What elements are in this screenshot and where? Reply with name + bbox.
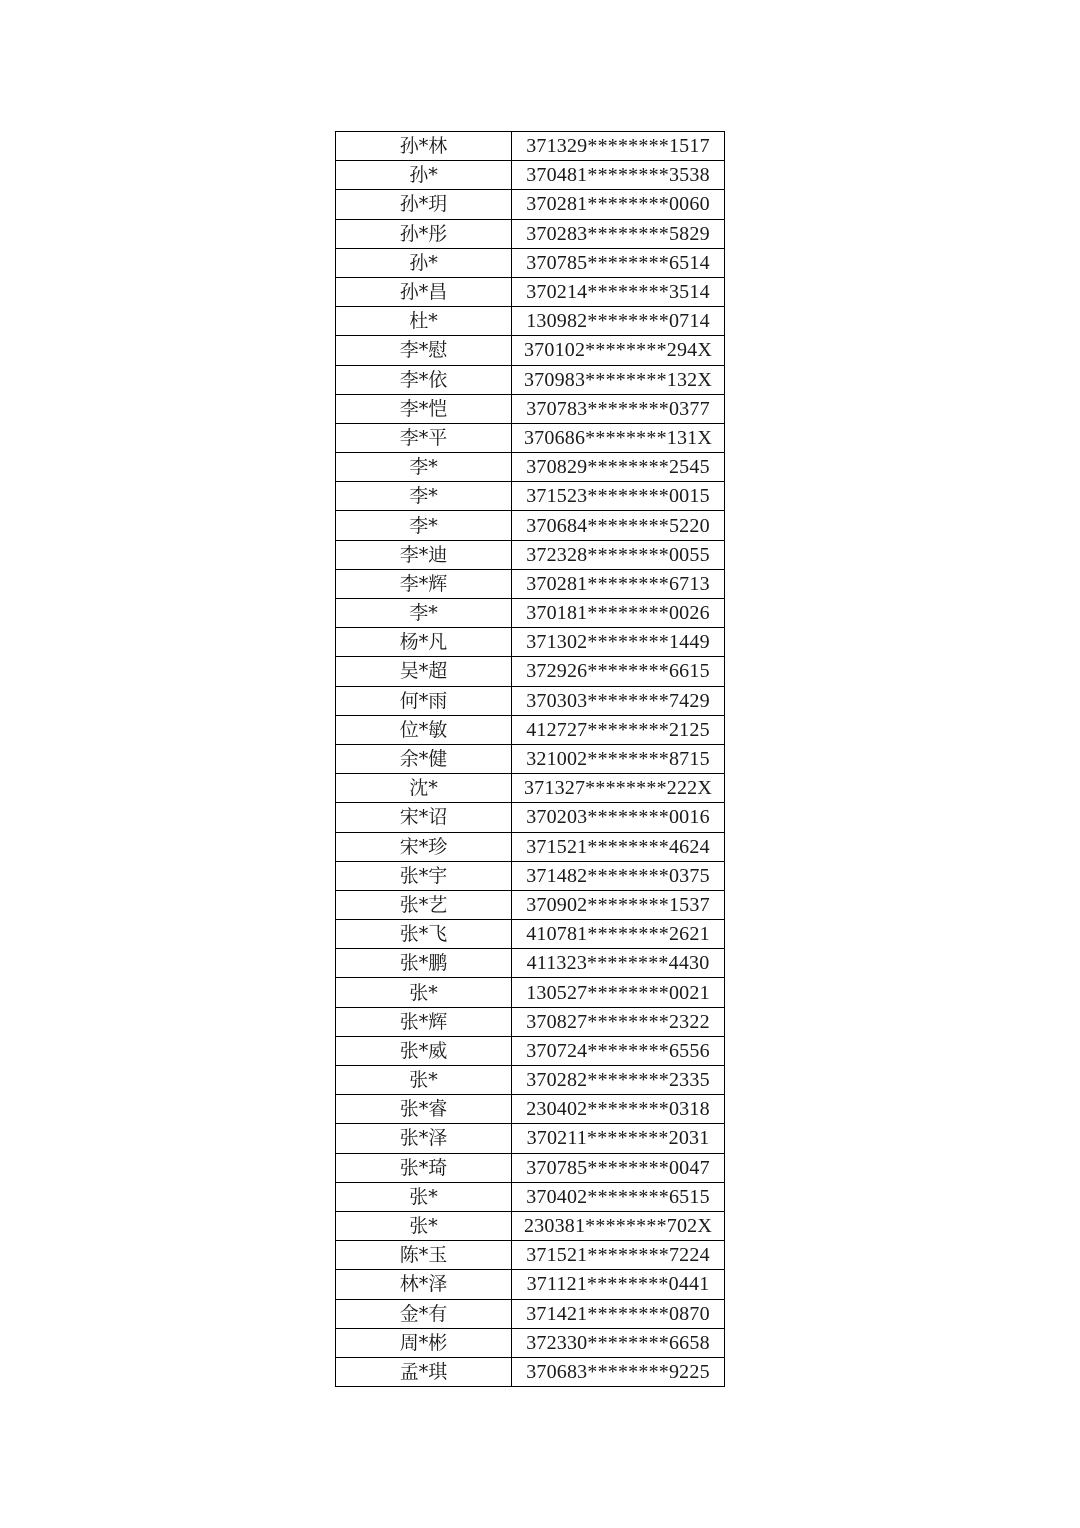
table-row bbox=[336, 1124, 725, 1153]
name-cell: 张*威 bbox=[336, 1036, 512, 1065]
name-cell: 金*有 bbox=[336, 1299, 512, 1328]
name-cell: 杜* bbox=[336, 307, 512, 336]
name-cell: 孙*玥 bbox=[336, 190, 512, 219]
table-row bbox=[336, 1007, 725, 1036]
id-number-cell: 370724********6556 bbox=[512, 1036, 725, 1065]
id-number-cell: 370181********0026 bbox=[512, 599, 725, 628]
table-row bbox=[336, 744, 725, 773]
id-number-cell: 321002********8715 bbox=[512, 744, 725, 773]
name-cell: 何*雨 bbox=[336, 686, 512, 715]
id-number-cell: 371302********1449 bbox=[512, 628, 725, 657]
name-cell: 杨*凡 bbox=[336, 628, 512, 657]
id-number-cell: 371421********0870 bbox=[512, 1299, 725, 1328]
id-number-cell: 370683********9225 bbox=[512, 1357, 725, 1386]
table-row bbox=[336, 453, 725, 482]
table-row bbox=[336, 1095, 725, 1124]
id-number-cell: 370785********6514 bbox=[512, 248, 725, 277]
name-cell: 位*敏 bbox=[336, 715, 512, 744]
name-cell: 李*慰 bbox=[336, 336, 512, 365]
table-row bbox=[336, 861, 725, 890]
id-number-cell: 410781********2621 bbox=[512, 920, 725, 949]
table-row bbox=[336, 774, 725, 803]
id-number-cell: 370211********2031 bbox=[512, 1124, 725, 1153]
name-cell: 张*宇 bbox=[336, 861, 512, 890]
id-number-cell: 370402********6515 bbox=[512, 1182, 725, 1211]
table-row bbox=[336, 1036, 725, 1065]
id-number-cell: 370686********131X bbox=[512, 423, 725, 452]
name-cell: 李*平 bbox=[336, 423, 512, 452]
id-number-cell: 370281********6713 bbox=[512, 569, 725, 598]
name-cell: 李*辉 bbox=[336, 569, 512, 598]
table-row bbox=[336, 1066, 725, 1095]
id-number-cell: 370983********132X bbox=[512, 365, 725, 394]
table-row bbox=[336, 423, 725, 452]
name-cell: 张* bbox=[336, 1211, 512, 1240]
table-row bbox=[336, 394, 725, 423]
name-cell: 宋*珍 bbox=[336, 832, 512, 861]
name-cell: 孙* bbox=[336, 161, 512, 190]
id-number-cell: 370785********0047 bbox=[512, 1153, 725, 1182]
table-row bbox=[336, 511, 725, 540]
id-number-cell: 372330********6658 bbox=[512, 1328, 725, 1357]
table-row bbox=[336, 803, 725, 832]
roster-table-body bbox=[336, 132, 725, 1387]
table-row bbox=[336, 1153, 725, 1182]
table-row bbox=[336, 1270, 725, 1299]
table-row bbox=[336, 1241, 725, 1270]
name-cell: 李*依 bbox=[336, 365, 512, 394]
name-cell: 张*飞 bbox=[336, 920, 512, 949]
id-number-cell: 370214********3514 bbox=[512, 277, 725, 306]
table-row bbox=[336, 1182, 725, 1211]
table-row bbox=[336, 890, 725, 919]
table-row bbox=[336, 686, 725, 715]
table-row bbox=[336, 336, 725, 365]
id-number-cell: 371329********1517 bbox=[512, 132, 725, 161]
id-number-cell: 230381********702X bbox=[512, 1211, 725, 1240]
id-number-cell: 372926********6615 bbox=[512, 657, 725, 686]
name-cell: 张* bbox=[336, 1066, 512, 1095]
table-row bbox=[336, 219, 725, 248]
name-cell: 宋*诏 bbox=[336, 803, 512, 832]
id-number-cell: 371523********0015 bbox=[512, 482, 725, 511]
table-row bbox=[336, 190, 725, 219]
name-cell: 李* bbox=[336, 511, 512, 540]
id-number-cell: 370827********2322 bbox=[512, 1007, 725, 1036]
name-cell: 孟*琪 bbox=[336, 1357, 512, 1386]
name-cell: 孙*彤 bbox=[336, 219, 512, 248]
id-number-cell: 371521********7224 bbox=[512, 1241, 725, 1270]
name-cell: 吴*超 bbox=[336, 657, 512, 686]
id-number-cell: 371482********0375 bbox=[512, 861, 725, 890]
id-number-cell: 370282********2335 bbox=[512, 1066, 725, 1095]
id-number-cell: 411323********4430 bbox=[512, 949, 725, 978]
table-row bbox=[336, 920, 725, 949]
table-row bbox=[336, 132, 725, 161]
name-cell: 余*健 bbox=[336, 744, 512, 773]
name-cell: 沈* bbox=[336, 774, 512, 803]
table-row bbox=[336, 540, 725, 569]
table-row bbox=[336, 277, 725, 306]
id-number-cell: 370902********1537 bbox=[512, 890, 725, 919]
id-number-cell: 370829********2545 bbox=[512, 453, 725, 482]
table-row bbox=[336, 657, 725, 686]
table-row bbox=[336, 628, 725, 657]
name-cell: 张*琦 bbox=[336, 1153, 512, 1182]
id-number-cell: 370481********3538 bbox=[512, 161, 725, 190]
id-number-cell: 370684********5220 bbox=[512, 511, 725, 540]
table-row bbox=[336, 482, 725, 511]
id-number-cell: 370281********0060 bbox=[512, 190, 725, 219]
id-number-cell: 370303********7429 bbox=[512, 686, 725, 715]
id-number-cell: 370783********0377 bbox=[512, 394, 725, 423]
table-row bbox=[336, 569, 725, 598]
table-row bbox=[336, 365, 725, 394]
name-cell: 李* bbox=[336, 482, 512, 511]
name-cell: 张* bbox=[336, 978, 512, 1007]
name-cell: 李* bbox=[336, 453, 512, 482]
name-cell: 李*迪 bbox=[336, 540, 512, 569]
roster-table bbox=[335, 131, 725, 1387]
name-cell: 孙*昌 bbox=[336, 277, 512, 306]
name-cell: 李* bbox=[336, 599, 512, 628]
table-row bbox=[336, 248, 725, 277]
name-cell: 孙*林 bbox=[336, 132, 512, 161]
id-number-cell: 370102********294X bbox=[512, 336, 725, 365]
id-number-cell: 371121********0441 bbox=[512, 1270, 725, 1299]
name-cell: 张*辉 bbox=[336, 1007, 512, 1036]
table-row bbox=[336, 715, 725, 744]
name-cell: 张*鹏 bbox=[336, 949, 512, 978]
table-row bbox=[336, 978, 725, 1007]
id-number-cell: 372328********0055 bbox=[512, 540, 725, 569]
table-row bbox=[336, 599, 725, 628]
name-cell: 孙* bbox=[336, 248, 512, 277]
id-number-cell: 412727********2125 bbox=[512, 715, 725, 744]
id-number-cell: 130527********0021 bbox=[512, 978, 725, 1007]
name-cell: 张*泽 bbox=[336, 1124, 512, 1153]
id-number-cell: 130982********0714 bbox=[512, 307, 725, 336]
id-number-cell: 371327********222X bbox=[512, 774, 725, 803]
name-cell: 李*恺 bbox=[336, 394, 512, 423]
name-cell: 张* bbox=[336, 1182, 512, 1211]
table-row bbox=[336, 1357, 725, 1386]
table-row bbox=[336, 161, 725, 190]
name-cell: 陈*玉 bbox=[336, 1241, 512, 1270]
id-number-cell: 230402********0318 bbox=[512, 1095, 725, 1124]
id-number-cell: 370283********5829 bbox=[512, 219, 725, 248]
table-row bbox=[336, 832, 725, 861]
table-row bbox=[336, 307, 725, 336]
table-row bbox=[336, 1211, 725, 1240]
name-cell: 林*泽 bbox=[336, 1270, 512, 1299]
name-cell: 张*睿 bbox=[336, 1095, 512, 1124]
id-number-cell: 370203********0016 bbox=[512, 803, 725, 832]
table-row bbox=[336, 949, 725, 978]
table-row bbox=[336, 1299, 725, 1328]
name-cell: 周*彬 bbox=[336, 1328, 512, 1357]
id-number-cell: 371521********4624 bbox=[512, 832, 725, 861]
name-cell: 张*艺 bbox=[336, 890, 512, 919]
table-row bbox=[336, 1328, 725, 1357]
